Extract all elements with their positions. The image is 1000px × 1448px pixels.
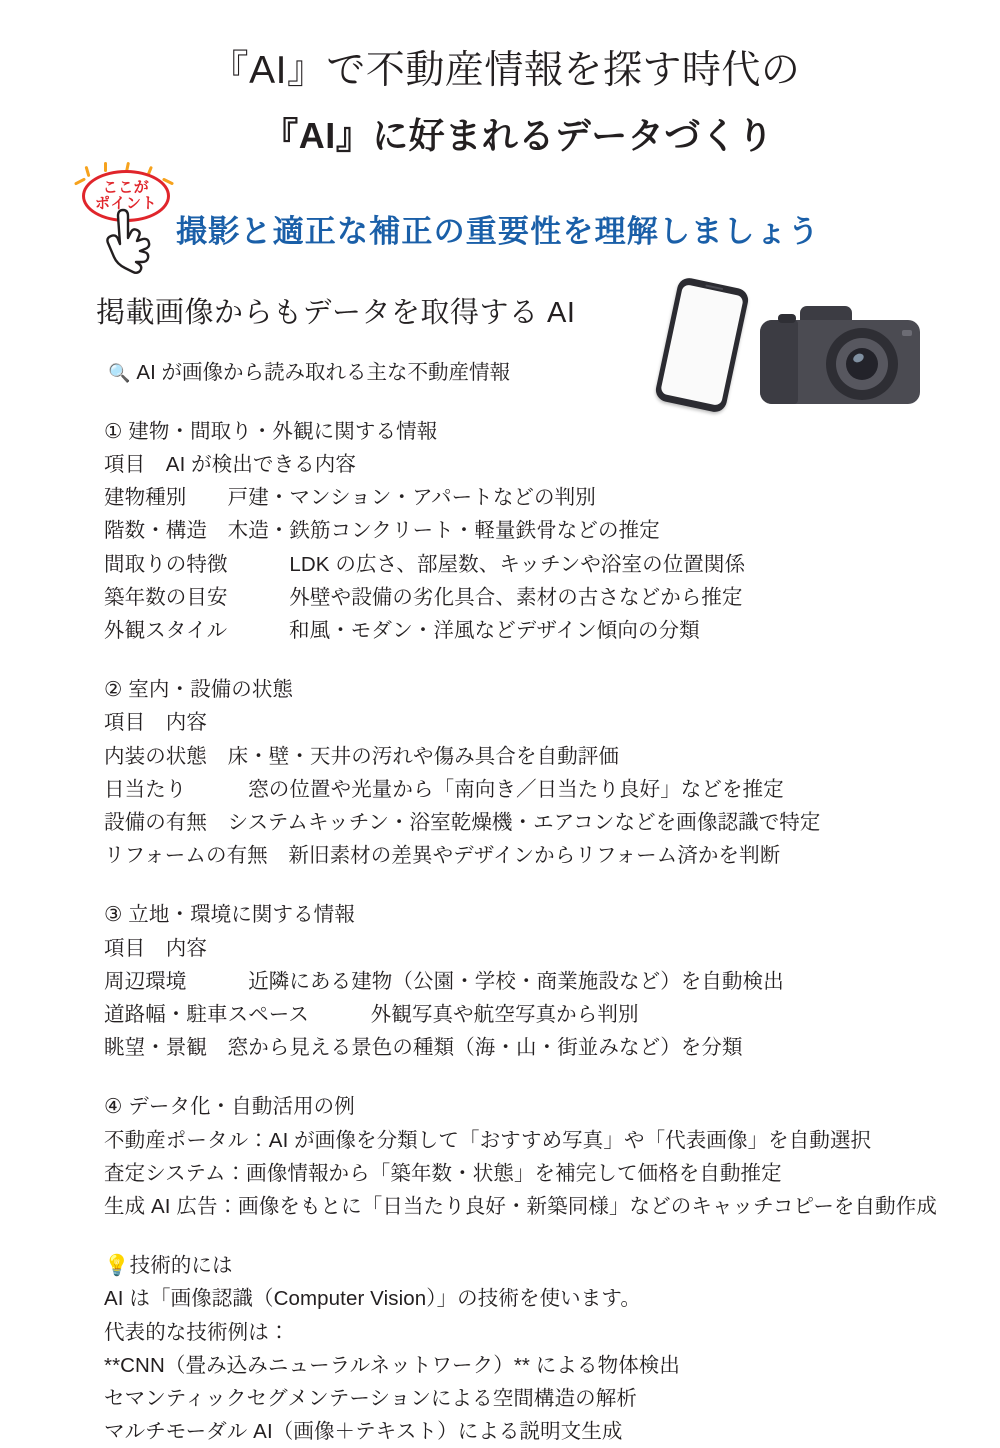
text-line: 項目 AI が検出できる内容	[104, 452, 356, 476]
text-line: 生成 AI 広告：画像をもとに「日当たり良好・新築同様」などのキャッチコピーを自動作成	[104, 1195, 937, 1219]
text-line: ③ 立地・環境に関する情報	[104, 903, 355, 927]
page-subtitle: 撮影と適正な補正の重要性を理解しましょう	[176, 214, 820, 249]
text-line: 外観スタイル 和風・モダン・洋風などデザイン傾向の分類	[104, 618, 700, 642]
text-line: 眺望・景観 窓から見える景色の種類（海・山・街並みなど）を分類	[104, 1036, 743, 1060]
point-stamp-line-2: ポイント	[94, 195, 157, 212]
text-line: 査定システム：画像情報から「築年数・状態」を補完して価格を自動推定	[104, 1161, 782, 1185]
text-line: 建物種別 戸建・マンション・アパートなどの判別	[104, 486, 596, 510]
text-line: 項目 内容	[104, 936, 207, 960]
info-block-technical	[104, 1249, 954, 1448]
text-line: 代表的な技術例は：	[104, 1320, 290, 1344]
point-stamp	[68, 166, 180, 272]
text-line: マルチモーダル AI（画像＋テキスト）による説明文生成	[104, 1420, 623, 1444]
text-line: 周辺環境 近隣にある建物（公園・学校・商業施設など）を自動検出	[104, 969, 784, 993]
info-block-buildings	[104, 415, 954, 647]
info-block-automation	[104, 1090, 954, 1223]
text-line: ① 建物・間取り・外観に関する情報	[104, 419, 438, 443]
technical-heading-line	[104, 1249, 954, 1282]
text-line: 項目 内容	[104, 711, 207, 735]
text-line: 築年数の目安 外壁や設備の劣化具合、素材の古さなどから推定	[104, 585, 743, 609]
text-line: **CNN（畳み込みニューラルネットワーク）** による物体検出	[104, 1353, 680, 1377]
camera-shutter-button	[778, 314, 796, 323]
camera-flash	[902, 330, 912, 336]
text-line: 日当たり 窓の位置や光量から「南向き／日当たり良好」などを推定	[104, 777, 784, 801]
point-stamp-line-1: ここが	[102, 179, 150, 197]
info-block-location	[104, 898, 954, 1064]
text-line: 間取りの特徴 LDK の広さ、部屋数、キッチンや浴室の位置関係	[104, 552, 746, 576]
text-line: 不動産ポータル：AI が画像を分類して「おすすめ写真」や「代表画像」を自動選択	[104, 1128, 872, 1152]
technical-heading: 技術的には	[129, 1254, 233, 1278]
text-line: 階数・構造 木造・鉄筋コンクリート・軽量鉄骨などの推定	[104, 519, 660, 543]
document-body	[104, 358, 954, 1448]
text-line: リフォームの有無 新旧素材の差異やデザインからリフォーム済かを判断	[104, 844, 781, 868]
text-line: ② 室内・設備の状態	[104, 678, 294, 702]
text-line: AI は「画像認識（Computer Vision）」の技術を使います。	[104, 1287, 641, 1311]
section-heading: 掲載画像からもデータを取得する AI	[96, 297, 576, 329]
text-line: ④ データ化・自動活用の例	[104, 1095, 355, 1119]
lightbulb-icon: 💡	[104, 1254, 130, 1278]
page-title-line-1: 『AI』で不動産情報を探す時代の	[209, 49, 801, 92]
lead-text: AI が画像から読み取れる主な不動産情報	[136, 361, 510, 384]
pointing-hand-icon	[98, 208, 152, 275]
text-line: セマンティックセグメンテーションによる空間構造の解析	[104, 1387, 637, 1411]
text-line: 内装の状態 床・壁・天井の汚れや傷み具合を自動評価	[104, 744, 619, 768]
text-line: 設備の有無 システムキッチン・浴室乾燥機・エアコンなどを画像認識で特定	[104, 810, 821, 834]
text-line: 道路幅・駐車スペース 外観写真や航空写真から判別	[104, 1003, 639, 1026]
lead-paragraph	[108, 358, 954, 389]
spark-icon	[104, 162, 107, 172]
search-icon: 🔍	[108, 363, 131, 383]
page-title-line-2: 『AI』に好まれるデータづくり	[262, 115, 774, 156]
info-block-interior	[104, 673, 954, 872]
